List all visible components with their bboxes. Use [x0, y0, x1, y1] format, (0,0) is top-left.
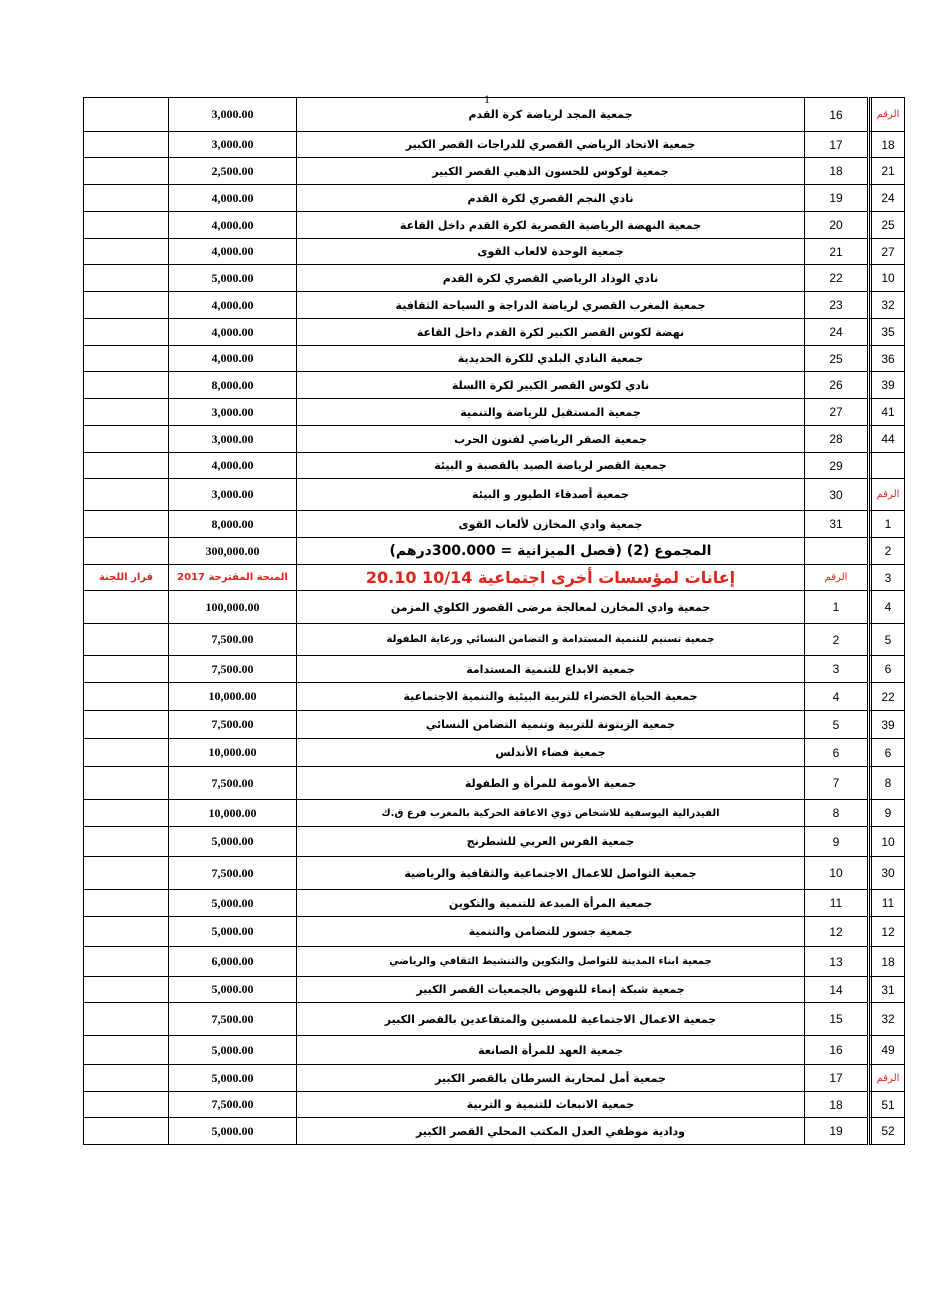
ref-number-cell: 25	[872, 212, 905, 239]
decision-cell	[84, 800, 169, 827]
row-number-cell: 22	[805, 265, 869, 292]
ref-number-cell: 32	[872, 292, 905, 319]
amount-cell: 5,000.00	[169, 1065, 297, 1092]
association-name-cell: الفيدرالية اليوسفية للاشخاص ذوي الاعاقة الحركية بالمغرب فرع ق.ك	[297, 800, 805, 827]
decision-cell	[84, 739, 169, 767]
decision-cell	[84, 479, 169, 511]
association-name-cell: جمعية شبكة إنماء للنهوض بالجمعيات القصر الكبير	[297, 977, 805, 1003]
decision-cell	[84, 292, 169, 319]
table-row	[84, 827, 905, 857]
association-name-cell: المجموع (2) (فصل الميزانية = 300.000درهم)	[297, 538, 805, 565]
decision-cell	[84, 977, 169, 1003]
table-row	[84, 98, 905, 132]
association-name-cell: جمعية المستقبل للرياضة والتنمية	[297, 399, 805, 426]
amount-cell: 8,000.00	[169, 372, 297, 399]
ref-number-cell: 1	[872, 511, 905, 538]
amount-cell: 8,000.00	[169, 511, 297, 538]
row-number-cell: 11	[805, 890, 869, 917]
table-row	[84, 346, 905, 372]
decision-cell	[84, 1065, 169, 1092]
association-name-cell: جمعية الانبعاث للتنمية و التربية	[297, 1092, 805, 1118]
ref-number-cell: الرقم	[872, 479, 905, 511]
decision-cell	[84, 1036, 169, 1065]
table-row	[84, 739, 905, 767]
table-row	[84, 1092, 905, 1118]
association-name-cell: جمعية فضاء الأندلس	[297, 739, 805, 767]
decision-cell	[84, 265, 169, 292]
association-name-cell: جمعية الزيتونة للتربية وتنمية التضامن النسائي	[297, 711, 805, 739]
ref-number-cell: 18	[872, 132, 905, 158]
ref-number-cell: 4	[872, 591, 905, 624]
ref-number-cell: 8	[872, 767, 905, 800]
row-number-cell: 10	[805, 857, 869, 890]
table-row	[84, 239, 905, 265]
association-name-cell: جمعية القصر لرياضة الصيد بالقصبة و البيئة	[297, 453, 805, 479]
table-row	[84, 265, 905, 292]
association-name-cell: جمعية وادي المخازن لمعالجة مرضى القصور الكلوي المزمن	[297, 591, 805, 624]
row-number-cell: 9	[805, 827, 869, 857]
association-name-cell: جمعية الاتحاد الرياضي القصري للدراجات القصر الكبير	[297, 132, 805, 158]
ref-number-cell: 10	[872, 827, 905, 857]
amount-cell: 7,500.00	[169, 711, 297, 739]
table-row	[84, 947, 905, 977]
decision-cell	[84, 683, 169, 711]
ref-number-cell: 10	[872, 265, 905, 292]
amount-cell: 10,000.00	[169, 739, 297, 767]
table-row	[84, 319, 905, 346]
grants-table	[83, 97, 905, 1145]
amount-cell: 10,000.00	[169, 683, 297, 711]
association-name-cell: جمعية الابداع للتنمية المستدامة	[297, 656, 805, 683]
table-row	[84, 656, 905, 683]
ref-number-cell: 3	[872, 565, 905, 591]
amount-cell: 5,000.00	[169, 827, 297, 857]
row-number-cell: 25	[805, 346, 869, 372]
association-name-cell: نادي النجم القصري لكرة القدم	[297, 185, 805, 212]
decision-cell	[84, 917, 169, 947]
amount-cell: 3,000.00	[169, 98, 297, 132]
amount-cell: 5,000.00	[169, 265, 297, 292]
ref-number-cell: 31	[872, 977, 905, 1003]
decision-cell	[84, 656, 169, 683]
amount-cell: 7,500.00	[169, 624, 297, 656]
table-row	[84, 185, 905, 212]
ref-number-cell: 6	[872, 739, 905, 767]
decision-cell	[84, 132, 169, 158]
ref-number-cell: 52	[872, 1118, 905, 1145]
association-name-cell: جمعية المغرب القصري لرياضة الدراجة و السياحة الثقافية	[297, 292, 805, 319]
table-row	[84, 132, 905, 158]
amount-cell: 7,500.00	[169, 1092, 297, 1118]
association-name-cell: جمعية ابناء المدينة للتواصل والتكوين والتنشيط الثقافي والرياضي	[297, 947, 805, 977]
decision-cell	[84, 346, 169, 372]
table-row	[84, 479, 905, 511]
amount-cell: 3,000.00	[169, 479, 297, 511]
row-number-cell: 4	[805, 683, 869, 711]
ref-number-cell: 27	[872, 239, 905, 265]
decision-cell	[84, 591, 169, 624]
association-name-cell: جمعية الوحدة لالعاب القوى	[297, 239, 805, 265]
row-number-cell: 18	[805, 158, 869, 185]
association-name-cell: ودادية موظفي العدل المكتب المحلي القصر الكبير	[297, 1118, 805, 1145]
ref-number-cell: 39	[872, 711, 905, 739]
decision-cell	[84, 767, 169, 800]
ref-number-cell: 5	[872, 624, 905, 656]
amount-cell: 7,500.00	[169, 1003, 297, 1036]
decision-cell	[84, 947, 169, 977]
table-row	[84, 767, 905, 800]
row-number-cell: 18	[805, 1092, 869, 1118]
decision-cell	[84, 239, 169, 265]
ref-number-cell: 35	[872, 319, 905, 346]
decision-cell	[84, 624, 169, 656]
ref-number-cell: الرقم	[872, 1065, 905, 1092]
row-number-cell: 19	[805, 1118, 869, 1145]
amount-cell: 300,000.00	[169, 538, 297, 565]
decision-cell	[84, 185, 169, 212]
row-number-cell: 17	[805, 132, 869, 158]
decision-cell	[84, 453, 169, 479]
ref-number-cell: الرقم	[872, 98, 905, 132]
decision-cell	[84, 890, 169, 917]
decision-cell	[84, 857, 169, 890]
row-number-cell: 12	[805, 917, 869, 947]
association-name-cell: جمعية النهضة الرياضية القصرية لكرة القدم داخل القاعة	[297, 212, 805, 239]
association-name-cell: جمعية لوكوس للحسون الذهبي القصر الكبير	[297, 158, 805, 185]
amount-cell: 6,000.00	[169, 947, 297, 977]
ref-number-cell: 6	[872, 656, 905, 683]
amount-cell: 10,000.00	[169, 800, 297, 827]
amount-cell: 4,000.00	[169, 346, 297, 372]
decision-cell	[84, 399, 169, 426]
table-row	[84, 1118, 905, 1145]
row-number-cell: 27	[805, 399, 869, 426]
association-name-cell: جمعية الاعمال الاجتماعية للمسنين والمتقاعدين بالقصر الكبير	[297, 1003, 805, 1036]
amount-cell: 2,500.00	[169, 158, 297, 185]
association-name-cell: نادي الوداد الرياضي القصري لكرة القدم	[297, 265, 805, 292]
association-name-cell: جمعية العهد للمرأة الصانعة	[297, 1036, 805, 1065]
decision-cell	[84, 1092, 169, 1118]
table-row	[84, 426, 905, 453]
row-number-cell: 8	[805, 800, 869, 827]
ref-number-cell: 24	[872, 185, 905, 212]
decision-cell	[84, 1003, 169, 1036]
table-row	[84, 453, 905, 479]
amount-cell: 4,000.00	[169, 185, 297, 212]
amount-cell: 3,000.00	[169, 132, 297, 158]
table-row	[84, 399, 905, 426]
table-row	[84, 1036, 905, 1065]
amount-cell: 4,000.00	[169, 292, 297, 319]
decision-cell	[84, 212, 169, 239]
ref-number-cell: 49	[872, 1036, 905, 1065]
association-name-cell: جمعية المرأة المبدعة للتنمية والتكوين	[297, 890, 805, 917]
ref-number-cell: 2	[872, 538, 905, 565]
ref-number-cell: 18	[872, 947, 905, 977]
table-row	[84, 1065, 905, 1092]
row-number-cell: 15	[805, 1003, 869, 1036]
ref-number-cell: 39	[872, 372, 905, 399]
row-number-cell: 16	[805, 1036, 869, 1065]
association-name-cell: جمعية تسنيم للتنمية المستدامة و التضامن النسائي ورعاية الطفولة	[297, 624, 805, 656]
row-number-cell: 26	[805, 372, 869, 399]
table-row	[84, 372, 905, 399]
table-row	[84, 857, 905, 890]
row-number-cell: 23	[805, 292, 869, 319]
amount-cell: 5,000.00	[169, 1036, 297, 1065]
ref-number-cell: 51	[872, 1092, 905, 1118]
row-number-cell: 31	[805, 511, 869, 538]
decision-cell	[84, 827, 169, 857]
amount-cell: 7,500.00	[169, 857, 297, 890]
amount-cell: 5,000.00	[169, 977, 297, 1003]
ref-number-cell: 30	[872, 857, 905, 890]
table-row	[84, 511, 905, 538]
row-number-cell: 5	[805, 711, 869, 739]
amount-cell: 5,000.00	[169, 890, 297, 917]
row-number-cell: الرقم	[805, 565, 869, 591]
row-number-cell: 29	[805, 453, 869, 479]
table-row	[84, 292, 905, 319]
decision-cell	[84, 1118, 169, 1145]
table-row	[84, 977, 905, 1003]
ref-number-cell: 44	[872, 426, 905, 453]
amount-cell: 4,000.00	[169, 212, 297, 239]
decision-cell	[84, 98, 169, 132]
decision-cell	[84, 711, 169, 739]
association-name-cell: جمعية الحياة الخضراء للتربية البيئية والتنمية الاجتماعية	[297, 683, 805, 711]
table-row	[84, 683, 905, 711]
ref-number-cell: 21	[872, 158, 905, 185]
row-number-cell: 7	[805, 767, 869, 800]
row-number-cell: 19	[805, 185, 869, 212]
decision-cell	[84, 372, 169, 399]
total-row	[84, 538, 905, 565]
row-number-cell: 20	[805, 212, 869, 239]
association-name-cell: جمعية أصدقاء الطيور و البيئة	[297, 479, 805, 511]
ref-number-cell	[872, 453, 905, 479]
association-name-cell: جمعية الفرس العربي للشطرنج	[297, 827, 805, 857]
page-number: 1	[484, 92, 490, 106]
association-name-cell: نهضة لكوس القصر الكبير لكرة القدم داخل القاعة	[297, 319, 805, 346]
table-row	[84, 917, 905, 947]
decision-cell	[84, 426, 169, 453]
association-name-cell: جمعية المجد لرياضة كرة القدم	[297, 98, 805, 132]
decision-cell: قرار اللجنة	[84, 565, 169, 591]
ref-number-cell: 11	[872, 890, 905, 917]
amount-cell: 100,000.00	[169, 591, 297, 624]
decision-cell	[84, 538, 169, 565]
ref-number-cell: 22	[872, 683, 905, 711]
amount-cell: 5,000.00	[169, 1118, 297, 1145]
row-number-cell: 30	[805, 479, 869, 511]
row-number-cell: 3	[805, 656, 869, 683]
amount-cell: 4,000.00	[169, 239, 297, 265]
row-number-cell: 13	[805, 947, 869, 977]
ref-number-cell: 41	[872, 399, 905, 426]
decision-cell	[84, 158, 169, 185]
amount-cell: 7,500.00	[169, 767, 297, 800]
association-name-cell: جمعية جسور للتضامن والتنمية	[297, 917, 805, 947]
association-name-cell: إعانات لمؤسسات أخرى اجتماعية 10/14 20.10	[297, 565, 805, 591]
row-number-cell: 16	[805, 98, 869, 132]
decision-cell	[84, 319, 169, 346]
table-row	[84, 1003, 905, 1036]
section-header-row	[84, 565, 905, 591]
amount-cell: المنحة المقترحة 2017	[169, 565, 297, 591]
amount-cell: 5,000.00	[169, 917, 297, 947]
row-number-cell: 21	[805, 239, 869, 265]
amount-cell: 3,000.00	[169, 426, 297, 453]
association-name-cell: جمعية الصقر الرياضي لفنون الحرب	[297, 426, 805, 453]
row-number-cell	[805, 538, 869, 565]
table-row	[84, 591, 905, 624]
row-number-cell: 1	[805, 591, 869, 624]
ref-number-cell: 12	[872, 917, 905, 947]
table-row	[84, 624, 905, 656]
association-name-cell: جمعية النادي البلدي للكرة الحديدية	[297, 346, 805, 372]
table-row	[84, 711, 905, 739]
row-number-cell: 17	[805, 1065, 869, 1092]
row-number-cell: 28	[805, 426, 869, 453]
row-number-cell: 14	[805, 977, 869, 1003]
ref-number-cell: 36	[872, 346, 905, 372]
row-number-cell: 24	[805, 319, 869, 346]
association-name-cell: جمعية أمل لمحاربة السرطان بالقصر الكبير	[297, 1065, 805, 1092]
amount-cell: 4,000.00	[169, 453, 297, 479]
table-row	[84, 800, 905, 827]
association-name-cell: جمعية الأمومة للمرأة و الطفولة	[297, 767, 805, 800]
amount-cell: 3,000.00	[169, 399, 297, 426]
table-row	[84, 890, 905, 917]
row-number-cell: 6	[805, 739, 869, 767]
amount-cell: 4,000.00	[169, 319, 297, 346]
association-name-cell: جمعية التواصل للاعمال الاجتماعية والثقافية والرياضية	[297, 857, 805, 890]
association-name-cell: نادي لكوس القصر الكبير لكرة االسلة	[297, 372, 805, 399]
decision-cell	[84, 511, 169, 538]
table-row	[84, 212, 905, 239]
table-row	[84, 158, 905, 185]
row-number-cell: 2	[805, 624, 869, 656]
ref-number-cell: 32	[872, 1003, 905, 1036]
ref-number-cell: 9	[872, 800, 905, 827]
amount-cell: 7,500.00	[169, 656, 297, 683]
association-name-cell: جمعية وادي المخازن لألعاب القوى	[297, 511, 805, 538]
